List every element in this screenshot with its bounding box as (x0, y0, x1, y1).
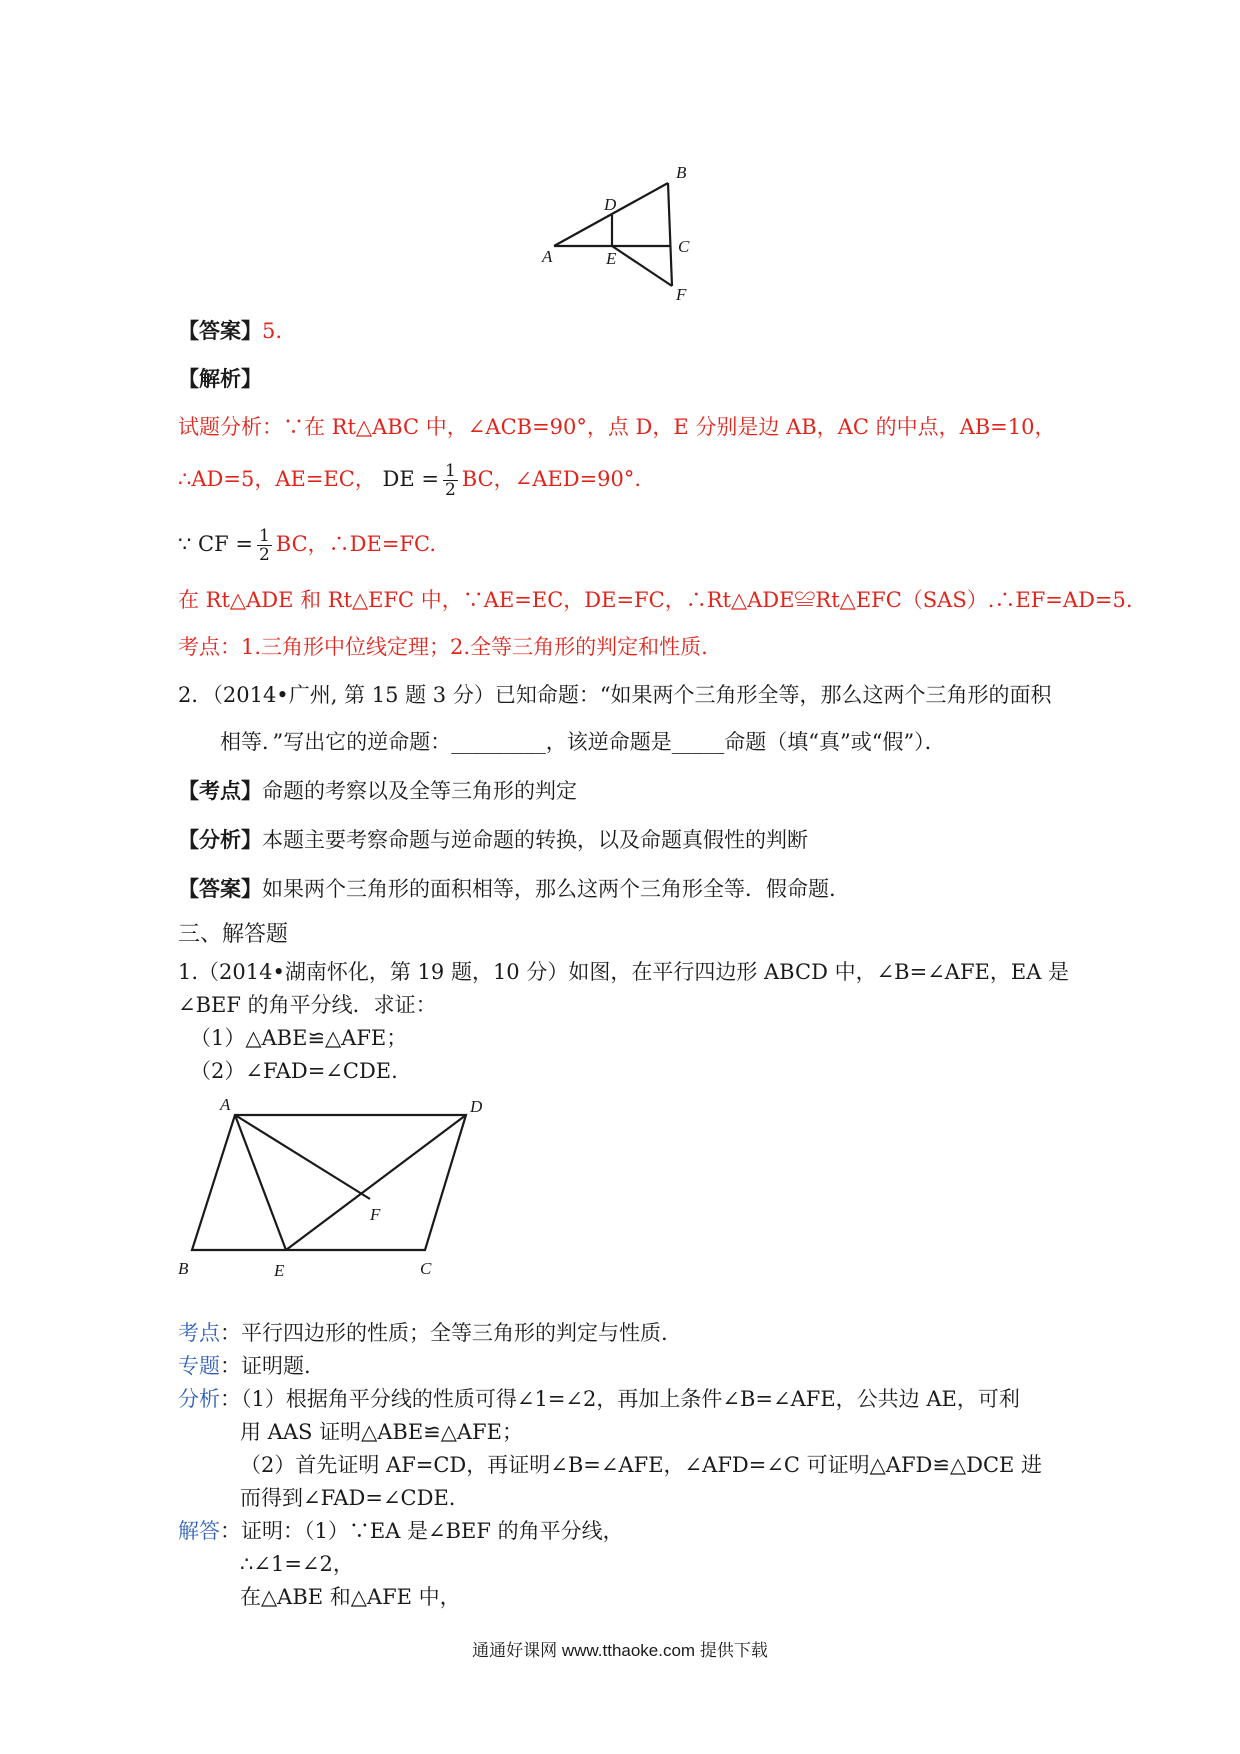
fig2-label-a: A (220, 1095, 231, 1114)
cf-formula: ∵ CF = (178, 532, 253, 556)
fig2-label-f: F (370, 1205, 381, 1224)
sol-zhuanti: 专题：证明题. (178, 1354, 311, 1378)
analysis-line-2 (178, 462, 641, 499)
fig2-label-b: B (178, 1259, 189, 1278)
analysis-line-3 (178, 527, 436, 564)
parallelogram-figure (172, 1090, 502, 1285)
q2-fenxi: 【分析】本题主要考察命题与逆命题的转换，以及命题真假性的判断 (178, 827, 808, 852)
fig1-label-f: F (676, 285, 687, 304)
sol-fenxi-1: 分析：（1）根据角平分线的性质可得∠1=∠2，再加上条件∠B=∠AFE，公共边 AE，可利 (178, 1387, 1020, 1411)
page-footer: 通通好课网 www.tthaoke.com 提供下载 (472, 1641, 768, 1660)
q2-line-1: 2．（2014•广州, 第 15 题 3 分）已知命题：“如果两个三角形全等，那么这两个三角形的面积 (178, 683, 1052, 707)
sol-kaodian: 考点：平行四边形的性质；全等三角形的判定与性质. (178, 1321, 668, 1345)
sol-fenxi-2: 用 AAS 证明△ABE≌△AFE； (240, 1420, 523, 1444)
analysis-line-3b: BC，∴DE=FC. (275, 532, 436, 556)
fig1-label-b: B (676, 163, 687, 182)
fraction-half-2: $\frac{1}{2}$ (258, 526, 270, 565)
answer-line (178, 316, 282, 346)
analysis-line-2a: ∴AD=5，AE=EC， (178, 467, 376, 491)
q2-kaodian: 【考点】命题的考察以及全等三角形的判定 (178, 778, 577, 803)
fig1-label-a: A (542, 247, 553, 266)
de-formula: DE = $\frac{1}{2}$ (382, 461, 456, 500)
fig2-label-e: E (274, 1261, 285, 1280)
fraction-half: $\frac{1}{2}$ (444, 461, 456, 500)
answer-value: 5. (262, 319, 283, 343)
fig1-label-c: C (678, 237, 690, 256)
triangle-figure (530, 158, 710, 308)
s3-line-1: 1.（2014•湖南怀化，第 19 题，10 分）如图，在平行四边形 ABCD 中，∠B=∠AFE，EA 是 (178, 960, 1070, 984)
analysis-line-5: 考点：1.三角形中位线定理；2.全等三角形的判定和性质. (178, 635, 708, 659)
q2-answer: 【答案】如果两个三角形的面积相等，那么这两个三角形全等．假命题. (178, 876, 836, 901)
fig1-label-d: D (604, 195, 617, 214)
s3-line-3: （1）△ABE≌△AFE； (190, 1026, 408, 1050)
s3-line-4: （2）∠FAD=∠CDE. (190, 1059, 398, 1083)
analysis-line-4: 在 Rt△ADE 和 Rt△EFC 中，∵AE=EC，DE=FC，∴Rt△ADE≌Rt△EFC（SAS）.∴EF=AD=5. (178, 588, 1133, 612)
sol-jieda-1: 解答：证明：（1）∵EA 是∠BEF 的角平分线， (178, 1519, 624, 1543)
sol-jieda-2: ∴∠1=∠2， (240, 1552, 354, 1576)
sol-jieda-3: 在△ABE 和△AFE 中， (240, 1585, 461, 1609)
sol-fenxi-3: （2）首先证明 AF=CD，再证明∠B=∠AFE，∠AFD=∠C 可证明△AFD≌△DCE 进 (240, 1453, 1043, 1477)
q2-line-2: 相等．”写出它的逆命题：_________，该逆命题是_____命题（填“真”或“假”）． (220, 730, 946, 754)
answer-tag: 【答案】 (178, 318, 262, 343)
analysis-line-2c: BC，∠AED=90°. (461, 467, 642, 491)
section-3-heading: 三、解答题 (178, 922, 289, 947)
analysis-tag: 【解析】 (178, 366, 262, 391)
fig2-label-d: D (470, 1097, 483, 1116)
analysis-line-1: 试题分析：∵在 Rt△ABC 中，∠ACB=90°，点 D，E 分别是边 AB，AC 的中点，AB=10， (178, 415, 1056, 439)
fig1-label-e: E (606, 249, 617, 268)
sol-fenxi-4: 而得到∠FAD=∠CDE. (240, 1486, 456, 1510)
fig2-label-c: C (420, 1259, 432, 1278)
s3-line-2: ∠BEF 的角平分线．求证： (178, 993, 437, 1017)
